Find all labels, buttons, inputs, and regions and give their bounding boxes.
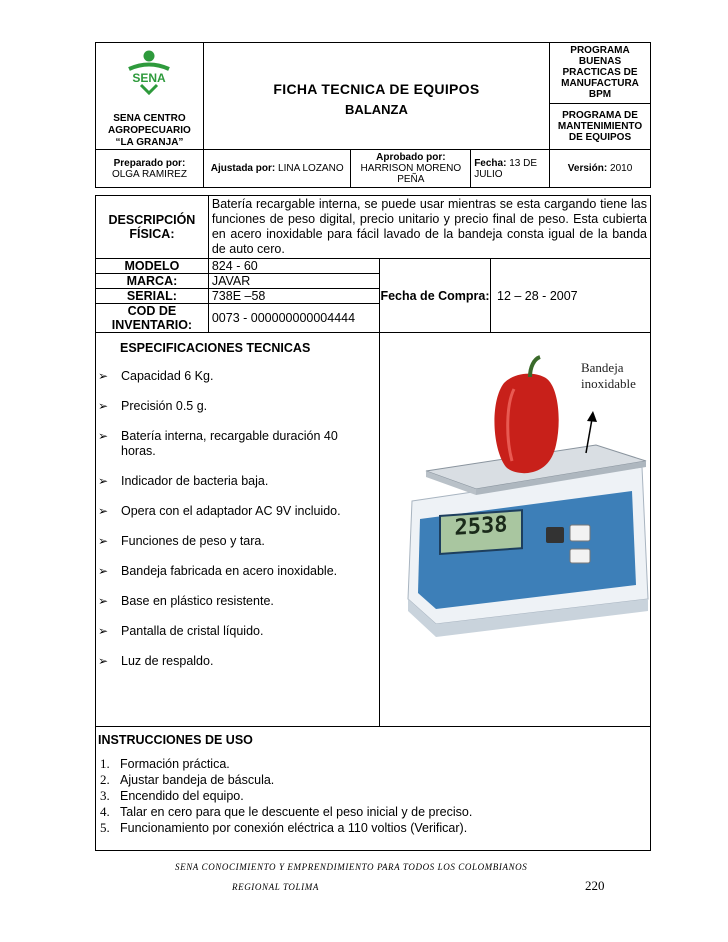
spec-item bbox=[96, 474, 379, 489]
spec-item bbox=[96, 654, 379, 669]
arrow-bullet-icon: ➢ bbox=[98, 654, 109, 668]
specs-list bbox=[96, 369, 379, 669]
instruction-item bbox=[98, 804, 648, 820]
prepared-by: Preparado por: OLGA RAMIREZ bbox=[96, 150, 204, 188]
instruction-number: 5. bbox=[100, 820, 110, 835]
page-title: FICHA TECNICA DE EQUIPOS bbox=[273, 81, 480, 97]
instruction-item bbox=[98, 820, 648, 836]
inventory-value: 0073 - 000000000004444 bbox=[208, 304, 379, 333]
description-label: DESCRIPCIÓN FÍSICA: bbox=[96, 196, 209, 259]
spec-item bbox=[96, 369, 379, 384]
instruction-text: Talar en cero para que le descuente el peso inicial y de preciso. bbox=[120, 805, 473, 819]
instruction-text: Funcionamiento por conexión eléctrica a 110 voltios (Verificar). bbox=[120, 821, 468, 835]
tray-label: Bandeja inoxidable bbox=[580, 360, 636, 391]
spec-text: Funciones de peso y tara. bbox=[121, 534, 265, 548]
adjusted-by: Ajustada por: LINA LOZANO bbox=[203, 150, 351, 188]
brand-value: JAVAR bbox=[208, 274, 379, 289]
instruction-text: Encendido del equipo. bbox=[120, 789, 244, 803]
spec-item bbox=[96, 429, 379, 459]
spec-item bbox=[96, 594, 379, 609]
program-maintenance: PROGRAMA DE MANTENIMIENTO DE EQUIPOS bbox=[550, 103, 651, 149]
spec-text: Capacidad 6 Kg. bbox=[121, 369, 214, 383]
spec-text: Opera con el adaptador AC 9V incluido. bbox=[121, 504, 341, 518]
instruction-number: 3. bbox=[100, 788, 110, 803]
spec-item bbox=[96, 564, 379, 579]
off-key bbox=[570, 525, 590, 541]
approved-by: Aprobado por: HARRISON MORENO PEÑA bbox=[351, 150, 471, 188]
center-name: SENA CENTRO AGROPECUARIO “LA GRANJA” bbox=[108, 113, 191, 148]
sena-logo bbox=[119, 49, 179, 95]
arrow-bullet-icon: ➢ bbox=[98, 594, 109, 608]
scale-illustration bbox=[396, 349, 650, 679]
page-subtitle: BALANZA bbox=[345, 102, 408, 117]
page-number: 220 bbox=[585, 878, 605, 893]
instruction-text: Formación práctica. bbox=[120, 757, 230, 771]
instruction-item bbox=[98, 756, 648, 772]
instructions-title: INSTRUCCIONES DE USO bbox=[98, 733, 253, 747]
specs-title: ESPECIFICACIONES TECNICAS bbox=[120, 341, 311, 355]
instruction-number: 1. bbox=[100, 756, 110, 771]
spec-text: Indicador de bacteria baja. bbox=[121, 474, 269, 488]
specs-cell bbox=[96, 333, 380, 727]
arrow-bullet-icon: ➢ bbox=[98, 399, 109, 413]
program-bpm: PROGRAMA BUENAS PRACTICAS DE MANUFACTURA BPM bbox=[550, 43, 651, 104]
logo-cell bbox=[96, 43, 204, 150]
date: Fecha: 13 DE JULIO bbox=[471, 150, 550, 188]
arrow-bullet-icon: ➢ bbox=[98, 534, 109, 548]
spec-text: Precisión 0.5 g. bbox=[121, 399, 208, 413]
lcd-reading: 2538 bbox=[454, 512, 508, 541]
serial-label: SERIAL: bbox=[96, 289, 209, 304]
spec-item bbox=[96, 624, 379, 639]
tare-key bbox=[570, 549, 590, 563]
instructions-cell bbox=[96, 727, 651, 851]
arrow-bullet-icon: ➢ bbox=[98, 474, 109, 488]
footer-slogan: SENA CONOCIMIENTO Y EMPRENDIMIENTO PARA TODOS LOS COLOMBIANOS bbox=[175, 862, 528, 872]
spec-text: Bandeja fabricada en acero inoxidable. bbox=[121, 564, 338, 578]
instruction-text: Ajustar bandeja de báscula. bbox=[120, 773, 275, 787]
arrow-bullet-icon: ➢ bbox=[98, 624, 109, 638]
arrow-bullet-icon: ➢ bbox=[98, 504, 109, 518]
purchase-date-value: 12 – 28 - 2007 bbox=[491, 259, 651, 333]
spec-text: Luz de respaldo. bbox=[121, 654, 214, 668]
product-photo bbox=[396, 349, 650, 679]
on-off-key bbox=[546, 527, 564, 543]
description-text: Batería recargable interna, se puede usar mientras se esta cargando tiene las funciones de peso digital, precio unitario y precio final de peso. Esta cubierta en acero inoxidable para fácil lavado de la bandeja consta igual de la banda de auto cero. bbox=[208, 196, 650, 259]
arrow-bullet-icon: ➢ bbox=[98, 369, 109, 383]
photo-cell bbox=[379, 333, 650, 727]
inventory-label: COD DE INVENTARIO: bbox=[96, 304, 209, 333]
header-table bbox=[95, 42, 651, 188]
arrow-bullet-icon: ➢ bbox=[98, 564, 109, 578]
instruction-number: 2. bbox=[100, 772, 110, 787]
purchase-date-label: Fecha de Compra: bbox=[379, 259, 490, 333]
spec-text: Base en plástico resistente. bbox=[121, 594, 274, 608]
model-value: 824 - 60 bbox=[208, 259, 379, 274]
spec-text: Batería interna, recargable duración 40 horas. bbox=[121, 429, 338, 458]
body-table bbox=[95, 195, 651, 851]
footer-regional: REGIONAL TOLIMA bbox=[232, 882, 319, 892]
spec-item bbox=[96, 534, 379, 549]
version: Versión: 2010 bbox=[550, 150, 651, 188]
instruction-item bbox=[98, 772, 648, 788]
spec-item bbox=[96, 399, 379, 414]
logo-text: SENA bbox=[132, 71, 167, 85]
instructions-list bbox=[98, 756, 648, 836]
instruction-number: 4. bbox=[100, 804, 110, 819]
arrow-bullet-icon: ➢ bbox=[98, 429, 109, 443]
spec-item bbox=[96, 504, 379, 519]
title-cell bbox=[203, 43, 549, 150]
serial-value: 738E –58 bbox=[208, 289, 379, 304]
instruction-item bbox=[98, 788, 648, 804]
spec-text: Pantalla de cristal líquido. bbox=[121, 624, 264, 638]
brand-label: MARCA: bbox=[96, 274, 209, 289]
model-label: MODELO bbox=[96, 259, 209, 274]
